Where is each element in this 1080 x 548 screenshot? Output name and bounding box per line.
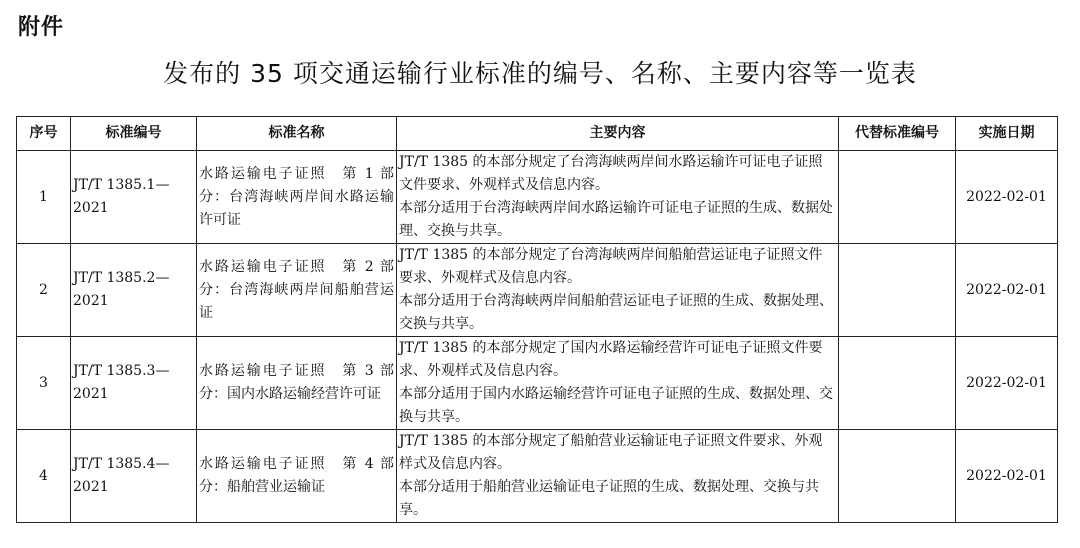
standard-name: 水路运输电子证照 第 3 部分：国内水路运输经营许可证 xyxy=(197,337,397,430)
table-row xyxy=(17,430,1058,523)
effective-date: 2022-02-01 xyxy=(956,337,1058,430)
column-header-name: 标准名称 xyxy=(197,117,397,151)
standard-code: JT/T 1385.2—2021 xyxy=(71,244,197,337)
content-application: 本部分适用于国内水路运输经营许可证电子证照的生成、数据处理、交换与共享。 xyxy=(399,386,833,425)
replaced-standard xyxy=(839,244,956,337)
table-header-row xyxy=(17,117,1058,151)
column-header-no: 序号 xyxy=(17,117,71,151)
attachment-label: 附件 xyxy=(18,15,65,40)
standard-name: 水路运输电子证照 第 1 部分：台湾海峡两岸间水路运输许可证 xyxy=(197,151,397,244)
table-row xyxy=(17,151,1058,244)
standard-name: 水路运输电子证照 第 4 部分：船舶营业运输证 xyxy=(197,430,397,523)
effective-date: 2022-02-01 xyxy=(956,430,1058,523)
main-content xyxy=(397,337,839,430)
standard-code: JT/T 1385.4—2021 xyxy=(71,430,197,523)
column-header-code: 标准编号 xyxy=(71,117,197,151)
row-number: 2 xyxy=(17,244,71,337)
content-application: 本部分适用于船舶营业运输证电子证照的生成、数据处理、交换与共享。 xyxy=(399,479,819,518)
row-number: 4 xyxy=(17,430,71,523)
standard-name: 水路运输电子证照 第 2 部分：台湾海峡两岸间船舶营运证 xyxy=(197,244,397,337)
main-content xyxy=(397,244,839,337)
effective-date: 2022-02-01 xyxy=(956,244,1058,337)
content-scope: JT/T 1385 的本部分规定了船舶营业运输证电子证照文件要求、外观样式及信息内容。 xyxy=(399,433,823,472)
row-number: 1 xyxy=(17,151,71,244)
replaced-standard xyxy=(839,337,956,430)
main-content xyxy=(397,151,839,244)
column-header-replaced: 代替标准编号 xyxy=(839,117,956,151)
content-scope: JT/T 1385 的本部分规定了国内水路运输经营许可证电子证照文件要求、外观样式及信息内容。 xyxy=(399,340,823,379)
content-scope: JT/T 1385 的本部分规定了台湾海峡两岸间水路运输许可证电子证照文件要求、外观样式及信息内容。 xyxy=(399,154,823,193)
standard-code: JT/T 1385.1—2021 xyxy=(71,151,197,244)
content-application: 本部分适用于台湾海峡两岸间船舶营运证电子证照的生成、数据处理、交换与共享。 xyxy=(399,293,833,332)
row-number: 3 xyxy=(17,337,71,430)
replaced-standard xyxy=(839,430,956,523)
standards-table xyxy=(16,116,1058,523)
main-content xyxy=(397,430,839,523)
content-application: 本部分适用于台湾海峡两岸间水路运输许可证电子证照的生成、数据处理、交换与共享。 xyxy=(399,200,833,239)
table-row xyxy=(17,337,1058,430)
standard-code: JT/T 1385.3—2021 xyxy=(71,337,197,430)
table-row xyxy=(17,244,1058,337)
column-header-date: 实施日期 xyxy=(956,117,1058,151)
effective-date: 2022-02-01 xyxy=(956,151,1058,244)
replaced-standard xyxy=(839,151,956,244)
content-scope: JT/T 1385 的本部分规定了台湾海峡两岸间船舶营运证电子证照文件要求、外观样式及信息内容。 xyxy=(399,247,823,286)
page-title: 发布的 35 项交通运输行业标准的编号、名称、主要内容等一览表 xyxy=(163,59,917,88)
column-header-content: 主要内容 xyxy=(397,117,839,151)
